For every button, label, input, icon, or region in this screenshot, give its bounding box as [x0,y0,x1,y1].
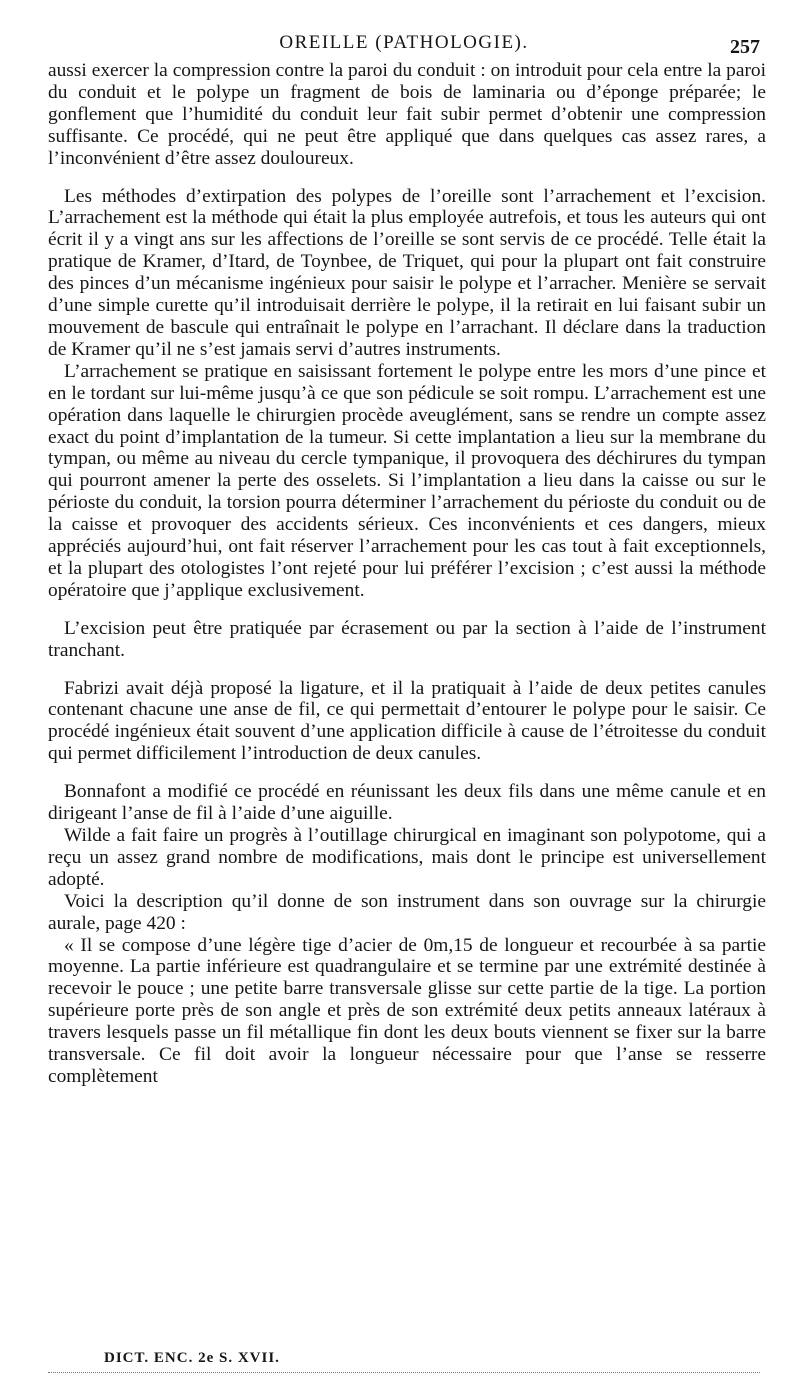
paragraph-wilde: Wilde a fait faire un progrès à l’outillage chirurgical en imaginant son polypotome, qui a reçu un assez grand nombre de modifications, mais dont le principe est universellement adopté. [48,825,766,890]
paragraph-instrument-quote: « Il se compose d’une légère tige d’acier de 0m,15 de longueur et recourbée à sa partie moyenne. La partie inférieure est quadrangulaire et se termine par une extrémité destinée à recevoir le pouce ; une petite barre transversale glisse sur cette partie de la tige. La portion supérieure porte près de son angle et près de son extrémité deux petits anneaux latéraux à travers lesquels passe un fil métallique fin dont les deux bouts viennent se fixer sur la barre transversale. Ce fil doit avoir la longueur nécessaire pour que l’anse se resserre complètement [48,934,766,1087]
paragraph-fabrizi: Fabrizi avait déjà proposé la ligature, et il la pratiquait à l’aide de deux petites canules contenant chacune une anse de fil, ce qui permettait d’entourer le polype pour le saisir. Ce procédé ingénieux était souvent d’une application difficile à cause de l’étroitesse du conduit qui permet difficilement l’introduction de deux canules. [48,677,766,765]
paragraph-arrachement: L’arrachement se pratique en saisissant fortement le polype entre les mors d’une pince et en le tordant sur lui-même jusqu’à ce que son pédicule se soit rompu. L’arrachement est une opération dans laquelle le chirurgien procède aveuglément, sans se rendre un compte assez exact du point d’implantation de la tumeur. Si cette implantation a lieu sur la membrane du tympan, ou même au niveau du cercle tympanique, il provoquera des déchirures du tympan qui pourront amener la perte des osselets. Si l’implantation a lieu dans la caisse ou sur le périoste du conduit, la torsion pourra déterminer l’arrachement du périoste du conduit ou de la caisse et provoquer des accidents sérieux. Ces inconvénients et ces dangers, mieux appréciés aujourd’hui, ont fait réserver l’arrachement pour les cas tout à fait exceptionnels, et la plupart des otologistes l’ont rejeté pour lui préférer l’excision ; c’est aussi la méthode opératoire que j’applique exclusivement. [48,360,766,601]
paragraph-extirpation-methods: Les méthodes d’extirpation des polypes de l’oreille sont l’arrachement et l’excision. L’arrachement est la méthode qui était la plus employée autrefois, et tous les auteurs qui ont écrit il y a vingt ans sur les affections de l’oreille se sont servis de ce procédé. Telle était la pratique de Kramer, d’Itard, de Toynbee, de Triquet, qui pour la plupart ont fait construire des pinces d’un mécanisme ingénieux pour saisir le polype et l’arracher. Menière se servait d’une simple curette qu’il introduisait derrière le polype, il la retirait en lui faisant subir un mouvement de bascule qui entraînait le polype en l’arrachant. Il déclare dans la traduction de Kramer qu’il ne s’est jamais servi d’autres instruments. [48,185,766,360]
paragraph-bonnafont: Bonnafont a modifié ce procédé en réunissant les deux fils dans une même canule et en dirigeant l’anse de fil à l’aide d’une aiguille. [48,781,766,825]
printer-signature: DICT. ENC. 2e S. XVII. [104,1350,280,1366]
footer [48,1350,760,1373]
running-title: OREILLE (PATHOLOGIE). [279,32,529,53]
body-text [48,60,766,1088]
paragraph-continuation: aussi exercer la compression contre la paroi du conduit : on introduit pour cela entre la paroi du conduit et le polype un fragment de bois de laminaria ou d’éponge préparée; le gonflement que l’humidité du conduit leur fait subir permet d’obtenir une compression suffisante. Ce procédé, qui ne peut être appliqué que dans quelques cas assez rares, a l’inconvénient d’être assez douloureux. [48,60,766,169]
running-header [48,28,760,58]
page-number: 257 [730,36,760,58]
paragraph-excision: L’excision peut être pratiquée par écrasement ou par la section à l’aide de l’instrument tranchant. [48,617,766,661]
paragraph-description-intro: Voici la description qu’il donne de son instrument dans son ouvrage sur la chirurgie aurale, page 420 : [48,890,766,934]
